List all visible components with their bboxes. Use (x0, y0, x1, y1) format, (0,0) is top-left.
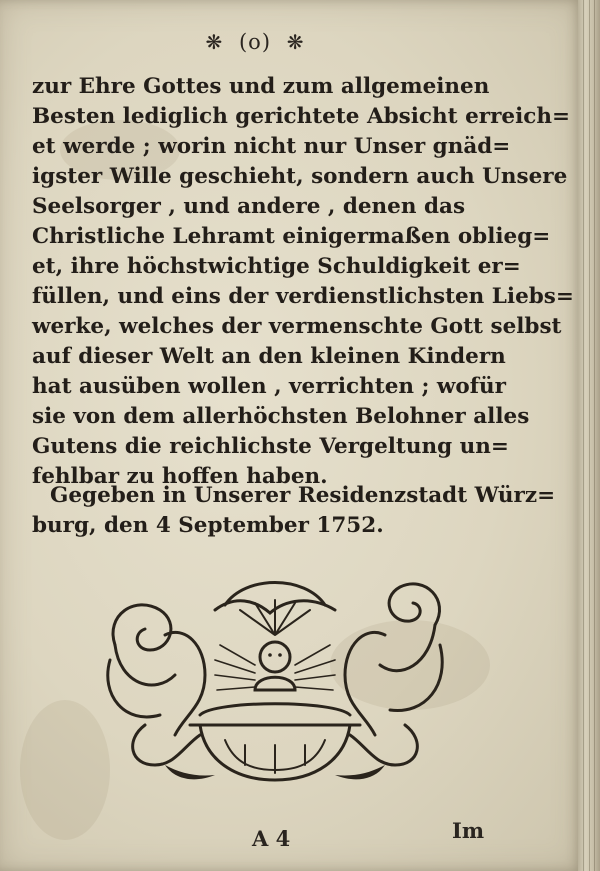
text-line: werke, welches der vermenschte Gott selbst (32, 314, 562, 339)
text-line: Seelsorger , und andere , denen das (32, 194, 466, 219)
text-line: fehlbar zu hoffen haben. (32, 464, 328, 489)
text-line: Christliche Lehramt einigermaßen oblieg= (32, 224, 551, 249)
page-number: (o) (238, 30, 272, 54)
text-line: igster Wille geschieht, sondern auch Unsere (32, 164, 568, 189)
text-line: Gegeben in Unserer Residenzstadt Würz= (50, 483, 556, 508)
page-header (0, 30, 510, 54)
text-line: et werde ; worin nicht nur Unser gnäd= (32, 134, 511, 159)
paper-stain (20, 700, 110, 840)
ornament-star-icon: ❋ (286, 30, 305, 54)
ornament-star-icon: ❋ (205, 30, 224, 54)
signature-mark: A 4 (252, 826, 291, 851)
body-text (32, 72, 574, 492)
page-edge-line (583, 0, 584, 871)
text-line: hat ausüben wollen , verrichten ; wofür (32, 374, 506, 399)
catchword: Im (452, 818, 485, 843)
page-edge-line (594, 0, 595, 871)
text-line: auf dieser Welt an den kleinen Kindern (32, 344, 506, 369)
text-line: burg, den 4 September 1752. (32, 513, 384, 538)
book-spine-edge (578, 0, 600, 871)
text-line: et, ihre höchstwichtige Schuldigkeit er= (32, 254, 521, 279)
closing-text (32, 481, 556, 541)
text-line: füllen, und eins der verdienstlichsten Liebs= (32, 284, 574, 309)
text-line: Besten lediglich gerichtete Absicht erreich= (32, 104, 570, 129)
page-edge-line (589, 0, 590, 871)
text-line: Gutens die reichlichste Vergeltung un= (32, 434, 509, 459)
text-line: sie von dem allerhöchsten Belohner alles (32, 404, 530, 429)
decorative-vignette-icon (105, 565, 445, 790)
text-line: zur Ehre Gottes und zum allgemeinen (32, 74, 490, 99)
